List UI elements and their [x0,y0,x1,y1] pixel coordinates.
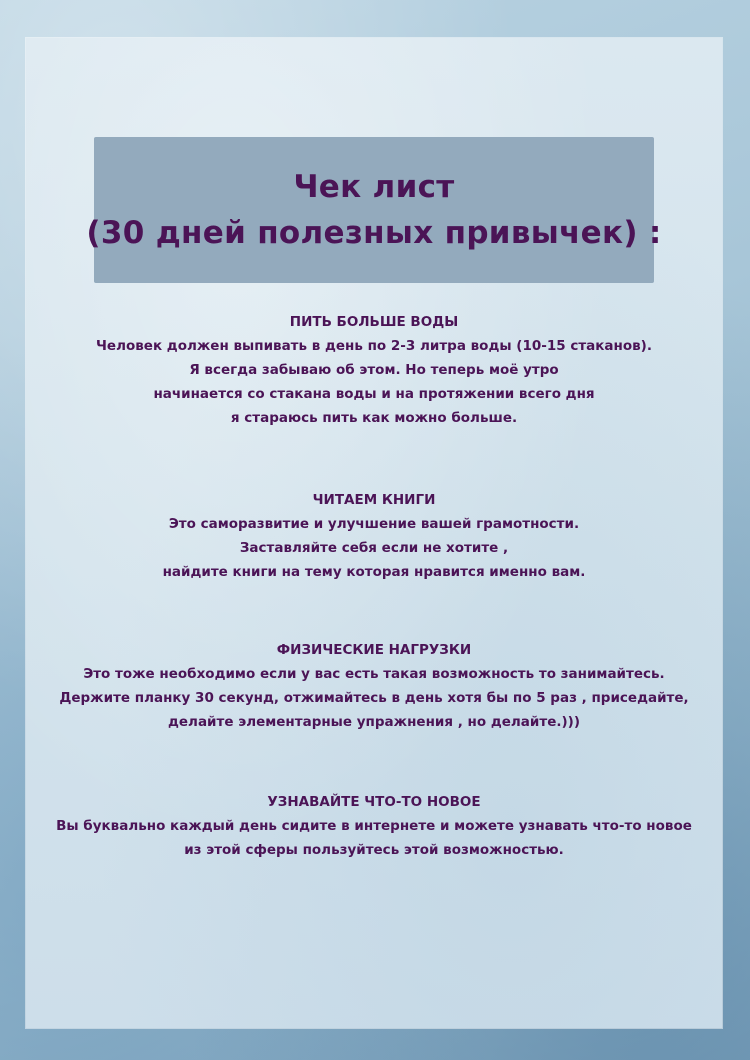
section-text-line: Вы буквально каждый день сидите в интернете и можете узнавать что-то новое [56,818,692,834]
section-exercise [26,638,722,734]
section-heading: ЧИТАЕМ КНИГИ [312,492,436,508]
section-heading: УЗНАВАЙТЕ ЧТО-ТО НОВОЕ [267,794,481,810]
section-text-line: Я всегда забываю об этом. Но теперь моё утро [189,362,559,378]
section-text-line: Это саморазвитие и улучшение вашей грамотности. [168,516,580,532]
section-text-line: Человек должен выпивать в день по 2-3 литра воды (10-15 стаканов). [96,338,652,354]
section-water [26,310,722,430]
section-heading: ФИЗИЧЕСКИЕ НАГРУЗКИ [276,642,472,658]
section-learn-new [26,790,722,862]
section-text-line: Держите планку 30 секунд, отжимайтесь в день хотя бы по 5 раз , приседайте, [59,690,689,706]
checklist-page [26,38,722,1028]
section-text-line: Заставляйте себя если не хотите , [239,540,509,556]
section-text-line: делайте элементарные упражнения , но делайте.))) [168,714,580,730]
title-banner [86,137,662,283]
title-line-1: Чек лист [293,169,455,205]
section-text-line: я стараюсь пить как можно больше. [230,410,518,426]
section-books [26,488,722,584]
section-text-line: Это тоже необходимо если у вас есть такая возможность то занимайтесь. [83,666,665,682]
section-text-line: начинается со стакана воды и на протяжении всего дня [153,386,595,402]
section-text-line: найдите книги на тему которая нравится именно вам. [162,564,586,580]
section-text-line: из этой сферы пользуйтесь этой возможностью. [184,842,564,858]
title-line-2: (30 дней полезных привычек) : [86,215,662,251]
section-heading: ПИТЬ БОЛЬШЕ ВОДЫ [289,314,459,330]
